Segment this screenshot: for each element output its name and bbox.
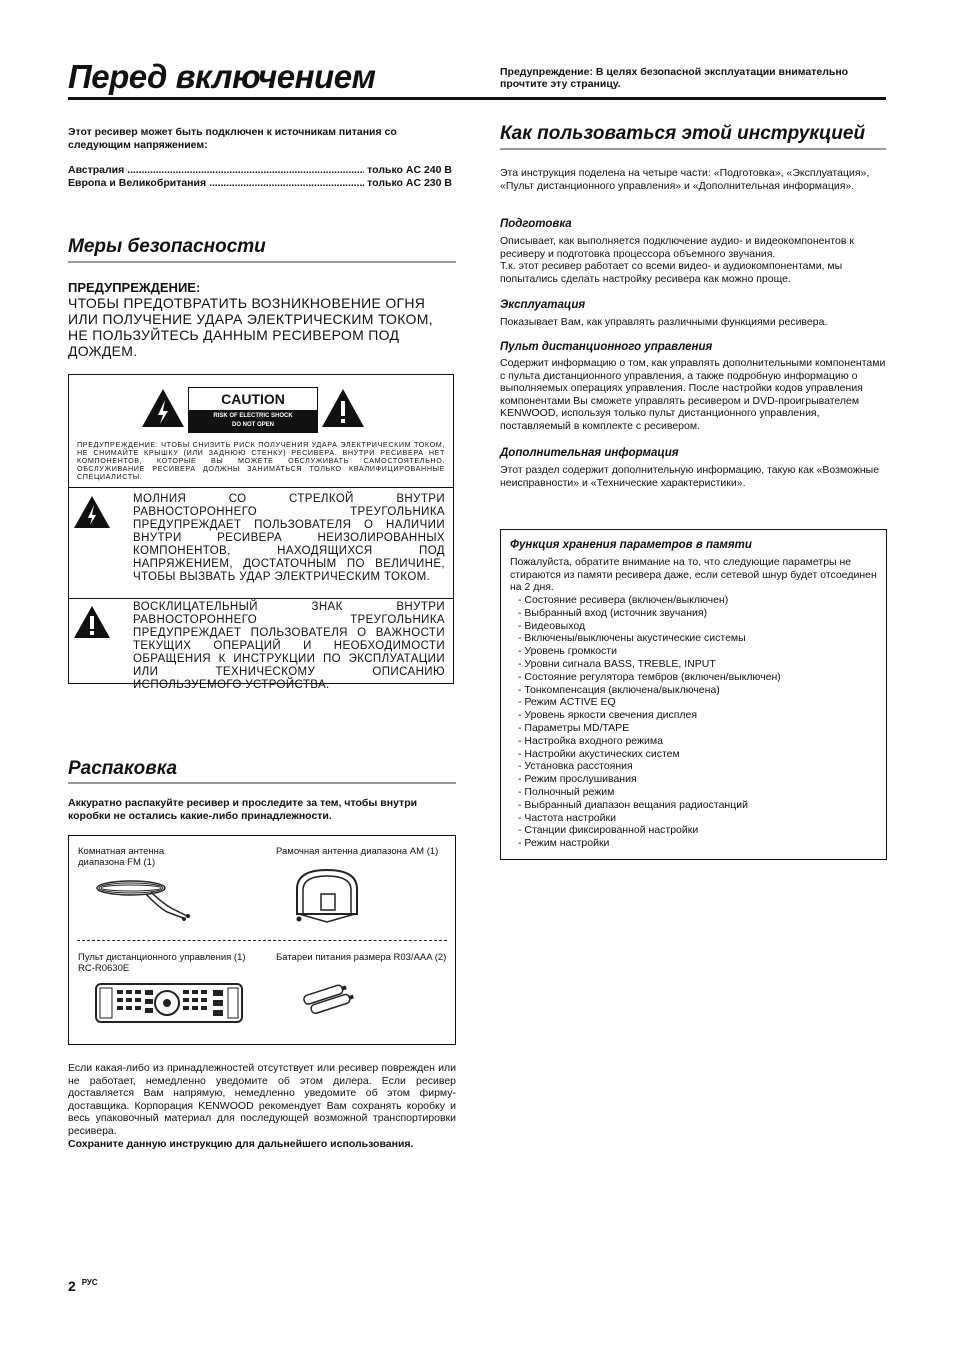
page-number: 2 $^{РУС}$: [68, 1278, 98, 1294]
caution-box: [68, 374, 454, 691]
divider: [69, 598, 453, 599]
list-item: - Полночный режим: [518, 785, 615, 798]
header-rule: [68, 97, 886, 100]
exclamation-explanation: ВОСКЛИЦАТЕЛЬНЫЙ ЗНАК ВНУТРИ РАВНОСТОРОННЕГО ТРЕУГОЛЬНИКА ПРЕДУПРЕЖДАЕТ ПОЛЬЗОВАТЕЛЯ О ВАЖНОСТИ ТЕКУЩИХ ОПЕРАЦИЙ И НЕОБХОДИМОСТИ ОБРАЩЕНИЯ К ИНСТРУКЦИИ ПО ЭКСПЛУАТАЦИИ ИЛИ ТЕХНИЧЕСКОМУ ОПИСАНИЮ ИСПОЛЬЗУЕМОГО УСТРОЙСТВА.: [133, 601, 445, 691]
divider: [69, 487, 453, 488]
remote-label: Пульт дистанционного управления (1) RC-R0630E: [78, 952, 246, 974]
warning-text: ЧТОБЫ ПРЕДОТВРАТИТЬ ВОЗНИКНОВЕНИЕ ОГНЯ ИЛИ ПОЛУЧЕНИЕ УДАРА ЭЛЕКТРИЧЕСКИМ ТОКОМ, НЕ ПОЛЬЗУЙТЕСЬ ДАННЫМ РЕСИВЕРОМ ПОД ДОЖДЕМ.: [68, 295, 433, 359]
memory-list: [501, 594, 781, 850]
list-item: - Режим ACTIVE EQ: [518, 696, 616, 709]
lightning-triangle-icon: [141, 388, 185, 428]
warning-label: ПРЕДУПРЕЖДЕНИЕ:: [68, 280, 201, 295]
am-loop-antenna-icon: [287, 864, 367, 924]
safety-heading-rule: [68, 261, 456, 263]
am-antenna-label: Рамочная антенна диапазона AM (1): [276, 846, 439, 857]
section-text-operation: Показывает Вам, как управлять различными функциями ресивера.: [500, 316, 828, 328]
fm-antenna-icon: [91, 872, 201, 922]
section-text-preparation: Описывает, как выполняется подключение аудио- и видеокомпонентов к ресиверу и подготовка процессора объемного звучания. Т.к. этот ресивер работает со всеми видео- и аудиокомпонентами, мы попытались сделать настройку ресивера как можно проще.: [500, 235, 854, 285]
memory-intro: Пожалуйста, обратите внимание на то, что следующие параметры не стираются из памяти ресивера даже, если сетевой шнур будет отсоединен на 2 дня.: [510, 556, 877, 593]
section-title-remote: Пульт дистанционного управления: [500, 341, 713, 353]
list-item: - Установка расстояния: [518, 760, 633, 773]
exclamation-triangle-icon: [73, 605, 111, 639]
howto-heading-rule: [500, 148, 886, 150]
section-text-additional: Этот раздел содержит дополнительную информацию, такую как «Возможные неисправности» и «Технические характеристики».: [500, 464, 880, 489]
remote-control-icon: [95, 982, 245, 1026]
power-row: Австралия . . . только AC 240 В: [68, 164, 452, 177]
section-title-additional: Дополнительная информация: [500, 447, 679, 459]
unpacking-heading: Распаковка: [68, 758, 178, 779]
batteries-label: Батареи питания размера R03/AAA (2): [276, 952, 447, 963]
list-item: - Включены/выключены акустические системы: [518, 632, 746, 645]
keep-instructions: Сохраните данную инструкцию для дальнейшего использования.: [68, 1138, 414, 1150]
lightning-triangle-icon: [73, 495, 111, 529]
list-item: - Уровень громкости: [518, 645, 617, 658]
list-item: - Режим настройки: [518, 837, 610, 850]
unpacking-heading-rule: [68, 782, 456, 784]
safety-top-note: Предупреждение: В целях безопасной эксплуатации внимательно прочтите эту страницу.: [500, 66, 849, 90]
list-item: - Тонкомпенсация (включена/выключена): [518, 683, 720, 696]
memory-title: Функция хранения параметров в памяти: [510, 539, 752, 551]
list-item: - Уровень яркости свечения дисплея: [518, 709, 698, 722]
list-item: - Состояние регулятора тембров (включен/выключен): [518, 670, 781, 683]
fm-antenna-label: Комнатная антенна диапазона FM (1): [78, 846, 165, 868]
list-item: - Настройка входного режима: [518, 734, 663, 747]
list-item: - Выбранный диапазон вещания радиостанций: [518, 798, 748, 811]
caution-text: ПРЕДУПРЕЖДЕНИЕ: ЧТОБЫ СНИЗИТЬ РИСК ПОЛУЧЕНИЯ УДАРА ЭЛЕКТРИЧЕСКИМ ТОКОМ, НЕ СНИМАЙТЕ КРЫШКУ (ИЛИ ЗАДНЮЮ СТЕНКУ) РЕСИВЕРА. ВНУТРИ РЕСИВЕРА НЕТ КОМПОНЕНТОВ, КОТОРЫЕ ВЫ МОЖЕТЕ ОБСЛУЖИВАТЬ САМОСТОЯТЕЛЬНО. ОБСЛУЖИВАНИЕ РЕСИВЕРА ДОЛЖНЫ ЗАНИМАТЬСЯ ТОЛЬКО КВАЛИФИЦИРОВАННЫЕ СПЕЦИАЛИСТЫ.: [77, 440, 445, 481]
howto-intro: Эта инструкция поделена на четыре части: «Подготовка», «Эксплуатация», «Пульт дистанционного управления» и «Дополнительная информация».: [500, 167, 870, 192]
exclamation-triangle-icon: [321, 388, 365, 428]
list-item: - Выбранный вход (источник звучания): [518, 606, 708, 619]
list-item: - Видеовыход: [518, 619, 586, 632]
section-title-operation: Эксплуатация: [500, 299, 586, 311]
section-text-remote: Содержит информацию о том, как управлять дополнительными компонентами с пульта дистанционного управления, а также подробную информацию о выполняемых операциях управления. После настройки кодов управления компонентами Вы сможете управлять ресивером и DVD-проигрывателем KENWOOD, используя только пульт дистанционного управления, поставляемый в комплекте с ресивером.: [500, 357, 886, 432]
divider: [77, 940, 447, 941]
accessories-box: [68, 835, 456, 1045]
list-item: - Режим прослушивания: [518, 773, 637, 786]
batteries-icon: [301, 982, 361, 1016]
list-item: - Состояние ресивера (включен/выключен): [518, 594, 729, 606]
safety-heading: Меры безопасности: [68, 236, 266, 257]
list-item: - Настройки акустических систем: [518, 747, 680, 760]
unpacking-intro: Аккуратно распакуйте ресивер и проследите за тем, чтобы внутри коробки не остались какие-либо принадлежности.: [68, 797, 418, 822]
list-item: - Параметры MD/TAPE: [518, 721, 630, 734]
memory-box: [500, 529, 887, 860]
page-title: Перед включением: [68, 58, 376, 95]
list-item: - Уровни сигнала BASS, TREBLE, INPUT: [518, 657, 716, 670]
list-item: - Частота настройки: [518, 811, 616, 824]
unpacking-footer: Если какая-либо из принадлежностей отсутствует или ресивер поврежден или не работает, немедленно уведомите об этом дилера. Если ресивер доставляется Вам напрямую, немедленно уведомите об этом фирму-доставщика. Корпорация KENWOOD рекомендует Вам сохранять коробку и весь упаковочный материал для последующей возможной транспортировки ресивера.: [68, 1062, 456, 1137]
power-row: Европа и Великобритания . . . только AC 230 В: [68, 177, 452, 190]
howto-heading: Как пользоваться этой инструкцией: [500, 123, 866, 144]
lightning-explanation: МОЛНИЯ СО СТРЕЛКОЙ ВНУТРИ РАВНОСТОРОННЕГО ТРЕУГОЛЬНИКА ПРЕДУПРЕЖДАЕТ ПОЛЬЗОВАТЕЛЯ О НАЛИЧИИ ВНУТРИ РЕСИВЕРА НЕИЗОЛИРОВАННЫХ КОМПОНЕНТОВ, НАХОДЯЩИХСЯ ПОД НАПРЯЖЕНИЕМ, ДОСТАТОЧНЫМ ПО ВЕЛИЧИНЕ, ЧТОБЫ ВЫЗВАТЬ УДАР ЭЛЕКТРИЧЕСКИМ ТОКОМ.: [133, 493, 445, 583]
section-title-preparation: Подготовка: [500, 218, 572, 230]
caution-label: CAUTION RISK OF ELECTRIC SHOCK DO NOT OPEN: [188, 387, 318, 433]
list-item: - Станции фиксированной настройки: [518, 824, 699, 837]
power-table: [68, 164, 452, 190]
power-intro: Этот ресивер может быть подключен к источникам питания со следующим напряжением:: [68, 126, 397, 151]
